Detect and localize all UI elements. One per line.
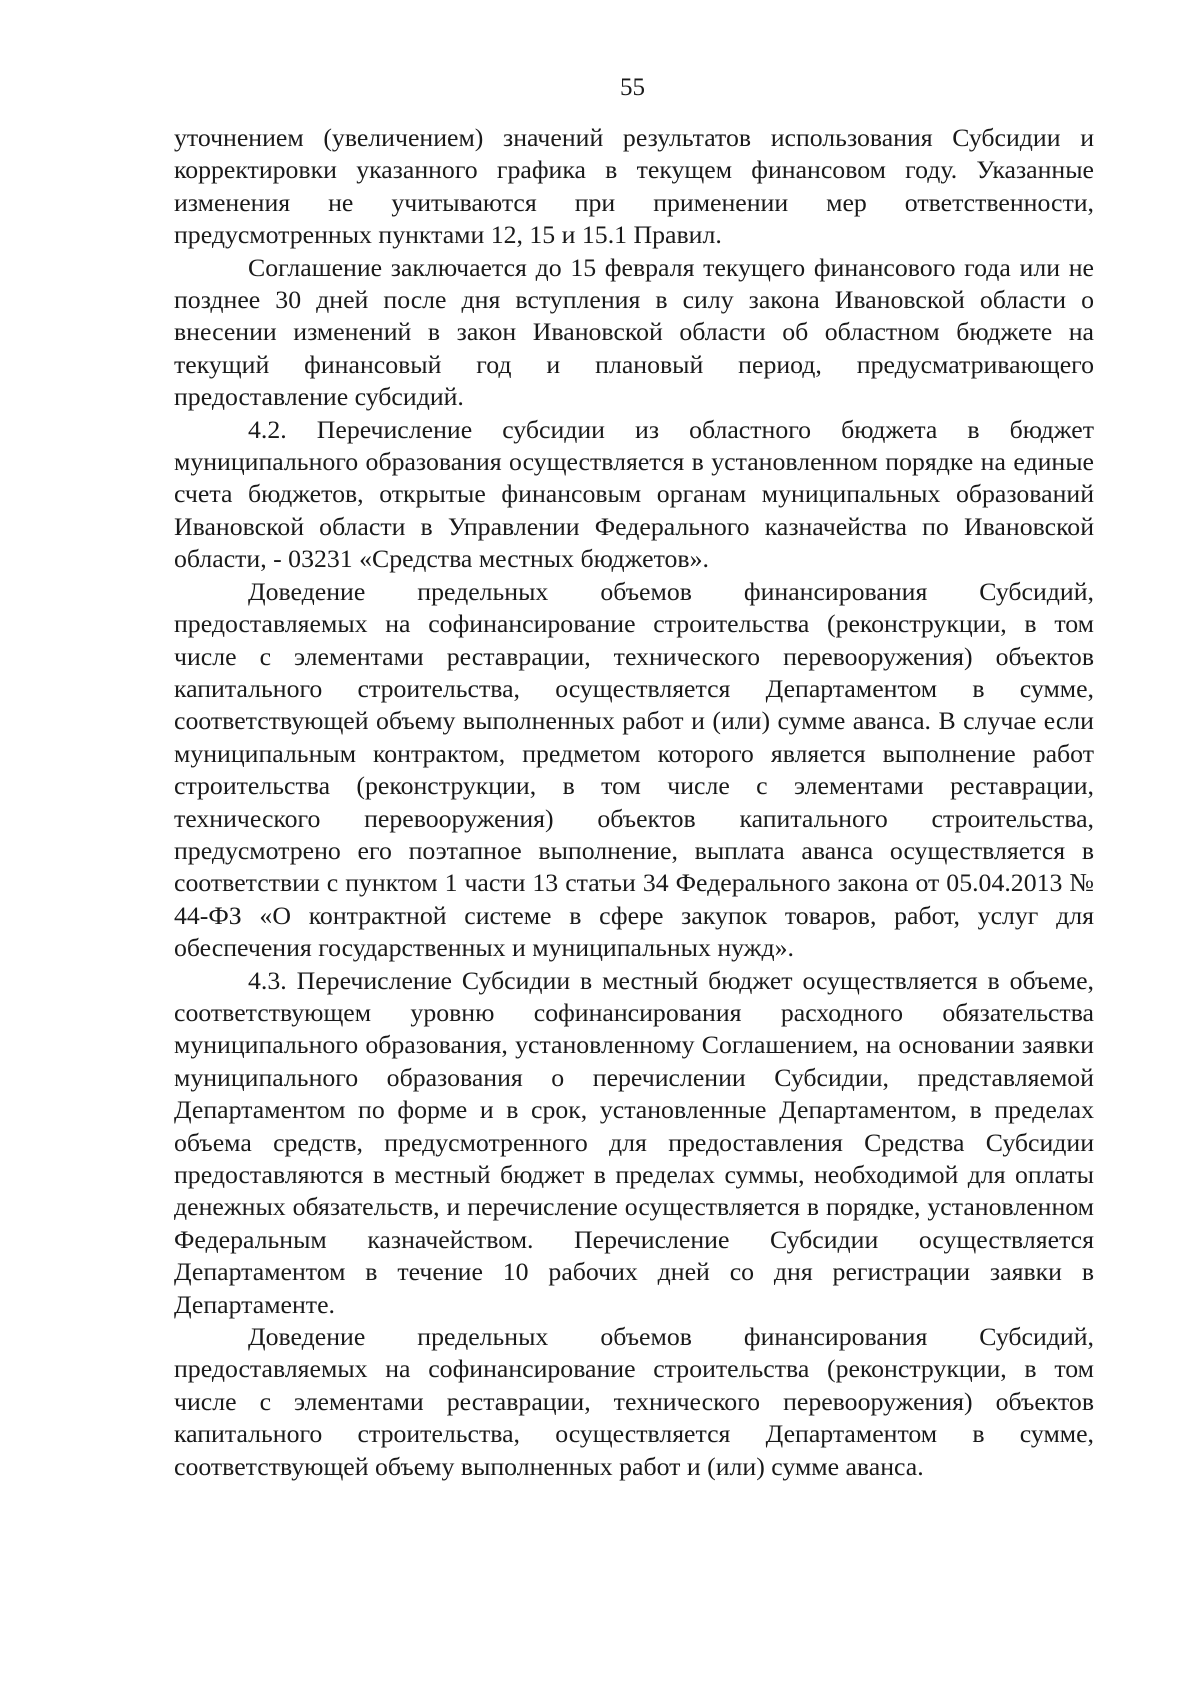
paragraph-4-3: 4.3. Перечисление Субсидии в местный бюджет осуществляется в объеме, соответствующем уровню софинансирования расходного обязательства муниципального образования, установленному Соглашением, на основании заявки муниципального образования о перечислении Субсидии, представляемой Департаментом по форме и в срок, установленные Департаментом, в пределах объема средств, предусмотренного для предоставления Средства Субсидии предоставляются в местный бюджет в пределах суммы, необходимой для оплаты денежных обязательств, и перечисление осуществляется в порядке, установленном Федеральным казначейством. Перечисление Субсидии осуществляется Департаментом в течение 10 рабочих дней со дня регистрации заявки в Департаменте. [174, 965, 1094, 1319]
paragraph-continuation: уточнением (увеличением) значений результатов использования Субсидии и корректировки указанного графика в текущем финансовом году. Указанные изменения не учитываются при применении мер ответственности, предусмотренных пунктами 12, 15 и 15.1 Правил. [174, 123, 1094, 250]
paragraph-funding-limits: Доведение предельных объемов финансирования Субсидий, предоставляемых на софинансирование строительства (реконструкции, в том числе с элементами реставрации, технического перевооружения) объектов капитального строительства, осуществляется Департаментом в сумме, соответствующей объему выполненных работ и (или) сумме аванса. В случае если муниципальным контрактом, предметом которого является выполнение работ строительства (реконструкции, в том числе с элементами реставрации, технического перевооружения) объектов капитального строительства, предусмотрено его поэтапное выполнение, выплата аванса осуществляется в соответствии с пунктом 1 части 13 статьи 34 Федерального закона от 05.04.2013 № 44-ФЗ «О контрактной системе в сфере закупок товаров, работ, услуг для обеспечения государственных и муниципальных нужд». [174, 576, 1094, 963]
paragraph-funding-limits-repeat: Доведение предельных объемов финансирования Субсидий, предоставляемых на софинансирование строительства (реконструкции, в том числе с элементами реставрации, технического перевооружения) объектов капитального строительства, осуществляется Департаментом в сумме, соответствующей объему выполненных работ и (или) сумме аванса. [174, 1322, 1094, 1481]
page-number: 55 [620, 74, 645, 101]
document-body [174, 122, 1094, 1483]
paragraph-4-2: 4.2. Перечисление субсидии из областного бюджета в бюджет муниципального образования осуществляется в установленном порядке на единые счета бюджетов, открытые финансовым органам муниципальных образований Ивановской области в Управлении Федерального казначейства по Ивановской области, - 03231 «Средства местных бюджетов». [174, 414, 1094, 574]
paragraph-agreement-terms: Соглашение заключается до 15 февраля текущего финансового года или не позднее 30 дней после дня вступления в силу закона Ивановской области о внесении изменений в закон Ивановской области об областном бюджете на текущий финансовый год и плановый период, предусматривающего предоставление субсидий. [174, 252, 1094, 412]
